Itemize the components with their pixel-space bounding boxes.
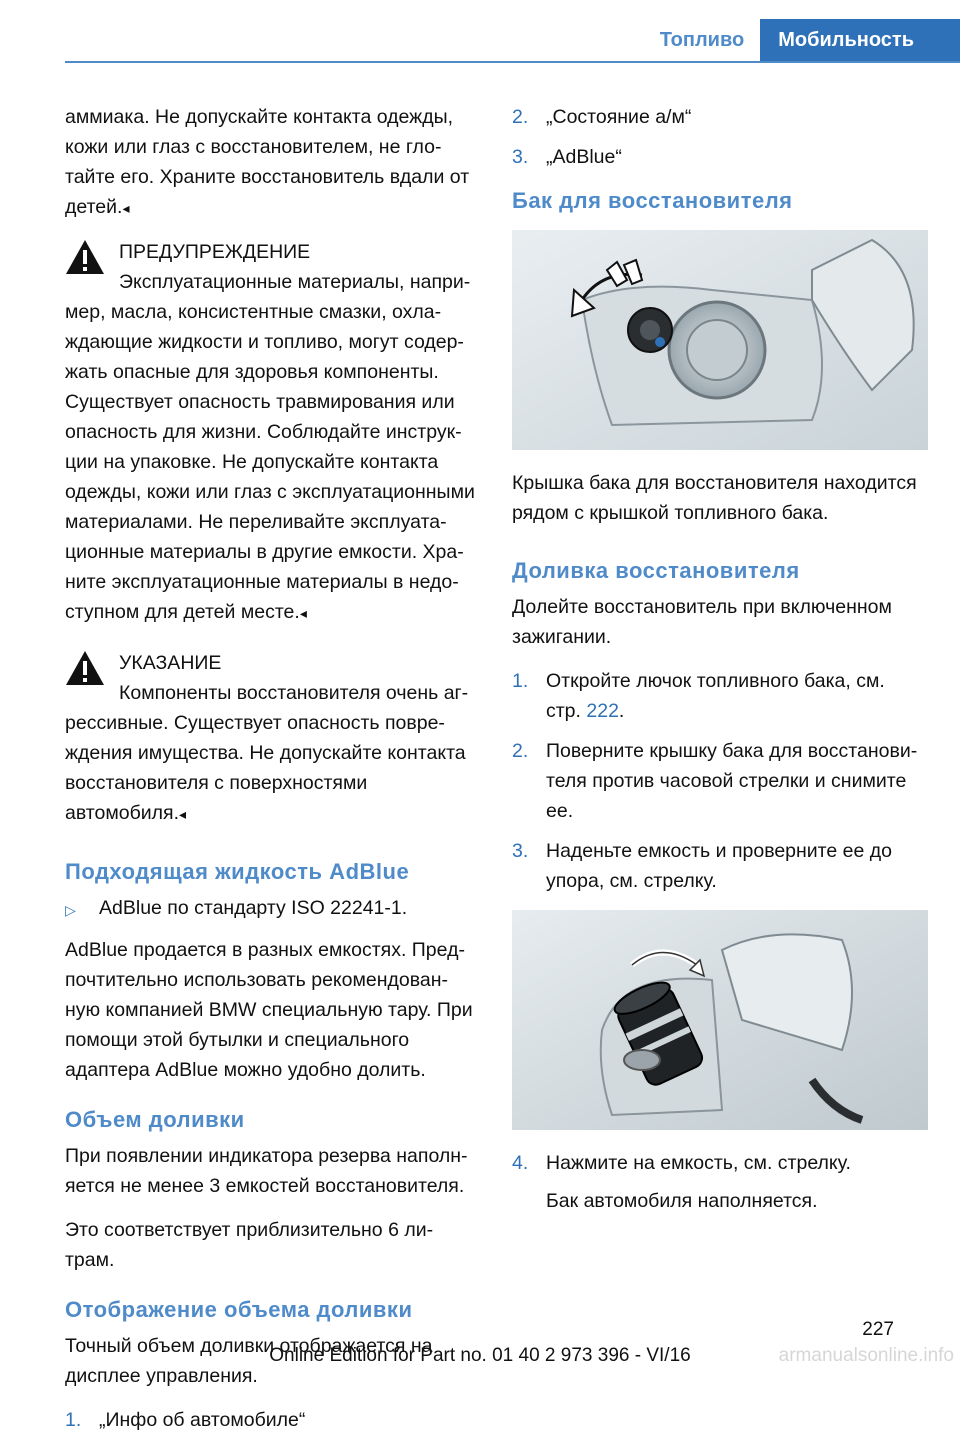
fluid-bullet-list — [65, 893, 477, 925]
display-steps — [65, 1405, 477, 1435]
warning-icon — [65, 239, 105, 275]
notice-body: рессивные. Существует опасность повре- ждения имущества. Не допускайте контакта восстановителя с поверхностями автомобиля.◂ — [65, 712, 466, 824]
heading-refill-volume: Объем доливки — [65, 1107, 245, 1132]
end-mark: ◂ — [299, 605, 307, 621]
right-column — [512, 102, 930, 1226]
refill-steps-continued — [512, 1148, 930, 1216]
header-tab-mobility[interactable]: Мобильность — [760, 19, 960, 62]
notice-note — [65, 648, 477, 829]
left-column — [65, 102, 477, 1445]
end-mark: ◂ — [122, 200, 130, 216]
list-item: 4. Нажмите на емкость, см. стрелку. Бак автомобиля наполняется. — [512, 1152, 851, 1212]
heading-reductant-tank: Бак для восстановителя — [512, 188, 793, 213]
list-item: 1. Откройте лючок топливного бака, см. стр. 222. — [512, 670, 885, 722]
list-item: ▷ AdBlue по стандарту ISO 22241-1. — [65, 893, 477, 925]
display-paragraph: Точный объем доливки отображается на дисплее управления. — [65, 1335, 433, 1387]
list-item: 3. „AdBlue“ — [512, 146, 622, 168]
container-insert-illustration — [512, 910, 928, 1130]
warning-note — [65, 237, 477, 628]
end-mark: ◂ — [179, 806, 187, 822]
list-item: 2. „Состояние а/м“ — [512, 106, 692, 128]
display-steps-continued — [512, 102, 930, 172]
page-number: 227 — [862, 1319, 894, 1340]
list-item: 3. Наденьте емкость и проверните ее до упора, см. стрелку. — [512, 840, 892, 892]
page-reference-link[interactable]: 222 — [586, 700, 619, 722]
tank-caption: Крышка бака для восстановителя находится рядом с крышкой топливного бака. — [512, 472, 917, 524]
list-item: 1. „Инфо об автомобиле“ — [65, 1409, 306, 1431]
list-item: 2. Поверните крышку бака для восстанови- теля против часовой стрелки и снимите ее. — [512, 740, 918, 822]
fluid-paragraph: AdBlue продается в разных емкостях. Пред- почтительно использовать рекомендован- ную компанией BMW специальную тару. При помощи этой бутылки и специального адаптера AdBlue можно удобно долить. — [65, 939, 473, 1081]
warning-icon — [65, 650, 105, 686]
refill-steps — [512, 666, 930, 896]
heading-suitable-fluid: Подходящая жидкость AdBlue — [65, 859, 410, 884]
tank-cap-illustration — [512, 230, 928, 450]
warning-title: ПРЕДУПРЕЖДЕНИЕ — [119, 241, 311, 263]
heading-refilling: Доливка восстановителя — [512, 558, 800, 583]
header-rule — [65, 61, 960, 63]
page-header — [644, 19, 960, 62]
edition-text: Online Edition for Part no. 01 40 2 973 396 - VI/16 — [269, 1345, 691, 1366]
refill-intro: Долейте восстановитель при включенном зажигании. — [512, 596, 892, 648]
notice-first-line: Компоненты восстановителя очень аг- — [119, 682, 469, 704]
volume-paragraph-2: Это соответствует приблизительно 6 ли- трам. — [65, 1219, 434, 1271]
notice-title: УКАЗАНИЕ — [119, 652, 222, 674]
triangle-bullet-icon: ▷ — [65, 902, 76, 918]
heading-volume-display: Отображение объема доливки — [65, 1297, 413, 1322]
intro-paragraph: аммиака. Не допускайте контакта одежды, кожи или глаз с восстановителем, не гло- тайте его. Храните восстановитель вдали от детей.◂ — [65, 106, 470, 218]
header-tab-fuel[interactable]: Топливо — [644, 19, 761, 62]
watermark: armanualsonline.info — [778, 1345, 954, 1366]
warning-first-line: Эксплуатационные материалы, напри- — [119, 271, 471, 293]
volume-paragraph-1: При появлении индикатора резерва наполн- яется не менее 3 емкостей восстановителя. — [65, 1145, 468, 1197]
warning-body: мер, масла, консистентные смазки, охла- ждающие жидкости и топливо, могут содер- жать опасные для здоровья компоненты. Существует опасность травмирования или опасность для жизни. Соблюдайте инструк- ции на упаковке. Не допускайте контакта одежды, кожи или глаз с эксплуатационными материалами. Не переливайте эксплуата- ционные материалы в другие емкости. Хра- ните эксплуатационные материалы в недо- ступном для детей месте.◂ — [65, 301, 475, 623]
